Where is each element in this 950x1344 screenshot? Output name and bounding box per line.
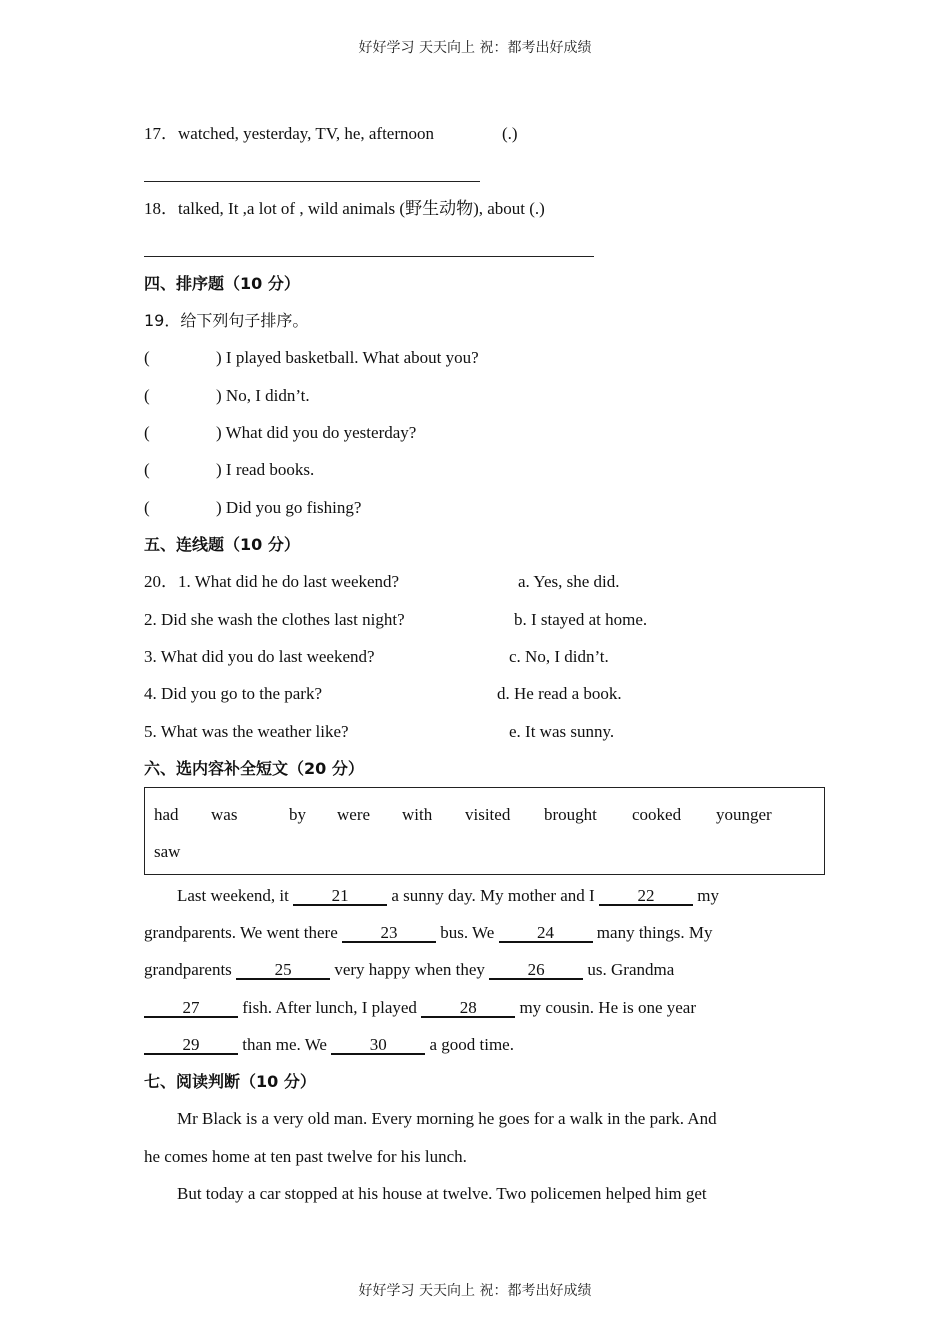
passage-text: a good time.	[425, 1035, 514, 1054]
passage-text: fish. After lunch, I played	[238, 998, 422, 1017]
question-18	[144, 199, 545, 219]
question-17-punctuation: (.)	[502, 124, 518, 143]
passage-line	[144, 923, 713, 943]
answer-line[interactable]	[144, 181, 480, 182]
page-header: 好好学习 天天向上 祝：都考出好成绩	[358, 40, 592, 56]
blank-21[interactable]: 21	[293, 887, 387, 906]
section-4-title: 四、排序题（10 分）	[144, 274, 300, 293]
match-right-item: c. No, I didn’t.	[509, 647, 609, 666]
match-left-item: 2. Did she wash the clothes last night?	[144, 610, 405, 629]
passage-line	[144, 960, 674, 980]
question-19: 19．给下列句子排序。	[144, 311, 309, 330]
question-text: watched, yesterday, TV, he, afternoon	[178, 124, 435, 143]
section-6-title: 六、选内容补全短文（20 分）	[144, 759, 364, 778]
passage-text: grandparents. We went there	[144, 923, 342, 942]
passage-text: than me. We	[238, 1035, 332, 1054]
word-bank-item: brought	[544, 805, 597, 824]
match-left-item: 4. Did you go to the park?	[144, 684, 322, 703]
passage-text: many things. My	[592, 923, 713, 942]
order-item: ) I read books.	[216, 460, 315, 479]
blank-26[interactable]: 26	[489, 961, 583, 980]
order-item: ) What did you do yesterday?	[216, 423, 417, 442]
reading-paragraph: he comes home at ten past twelve for his lunch.	[144, 1147, 467, 1166]
order-item: ) I played basketball. What about you?	[216, 348, 479, 367]
word-bank-item: with	[402, 805, 433, 824]
reading-paragraph: Mr Black is a very old man. Every morning he goes for a walk in the park. And	[177, 1109, 717, 1128]
question-text: talked, It ,a lot of , wild animals (野生动物), about (.)	[178, 199, 545, 218]
match-right-item: e. It was sunny.	[509, 722, 615, 741]
blank-28[interactable]: 28	[421, 999, 515, 1018]
passage-text: Last weekend, it	[177, 886, 294, 905]
passage-text: bus. We	[436, 923, 499, 942]
blank-29[interactable]: 29	[144, 1036, 238, 1055]
question-17	[144, 124, 434, 144]
order-item: ) Did you go fishing?	[216, 498, 362, 517]
order-paren: (	[144, 460, 150, 479]
word-bank-item: was	[211, 805, 238, 824]
match-right-item: d. He read a book.	[497, 684, 622, 703]
passage-text: my cousin. He is one year	[515, 998, 697, 1017]
passage-line	[144, 1035, 514, 1055]
word-bank-item: by	[289, 805, 306, 824]
word-bank-item: were	[337, 805, 371, 824]
order-paren: (	[144, 386, 150, 405]
word-bank-item: younger	[716, 805, 772, 824]
match-left-item: 5. What was the weather like?	[144, 722, 349, 741]
order-item: ) No, I didn’t.	[216, 386, 310, 405]
blank-23[interactable]: 23	[342, 924, 436, 943]
page-footer: 好好学习 天天向上 祝：都考出好成绩	[358, 1283, 592, 1299]
blank-27[interactable]: 27	[144, 999, 238, 1018]
section-7-title: 七、阅读判断（10 分）	[144, 1072, 316, 1091]
blank-25[interactable]: 25	[236, 961, 330, 980]
word-bank-box	[144, 787, 825, 875]
match-left-item: 20．1. What did he do last weekend?	[144, 572, 400, 591]
word-bank-item: visited	[465, 805, 511, 824]
section-5-title: 五、连线题（10 分）	[144, 535, 300, 554]
order-paren: (	[144, 348, 150, 367]
word-bank-item: cooked	[632, 805, 682, 824]
question-number: 17．	[144, 124, 178, 143]
word-bank-item: saw	[154, 842, 181, 861]
passage-text: very happy when they	[330, 960, 490, 979]
reading-paragraph: But today a car stopped at his house at twelve. Two policemen helped him get	[177, 1184, 707, 1203]
passage-text: us. Grandma	[583, 960, 675, 979]
passage-text: grandparents	[144, 960, 237, 979]
match-left-item: 3. What did you do last weekend?	[144, 647, 375, 666]
passage-text: my	[692, 886, 719, 905]
question-number: 18．	[144, 199, 178, 218]
answer-line[interactable]	[144, 256, 594, 257]
blank-30[interactable]: 30	[331, 1036, 425, 1055]
passage-line	[144, 998, 696, 1018]
match-right-item: a. Yes, she did.	[518, 572, 620, 591]
match-right-item: b. I stayed at home.	[514, 610, 648, 629]
blank-22[interactable]: 22	[599, 887, 693, 906]
order-paren: (	[144, 423, 150, 442]
passage-line	[177, 886, 719, 906]
word-bank-item: had	[154, 805, 179, 824]
order-paren: (	[144, 498, 150, 517]
blank-24[interactable]: 24	[499, 924, 593, 943]
passage-text: a sunny day. My mother and I	[387, 886, 599, 905]
